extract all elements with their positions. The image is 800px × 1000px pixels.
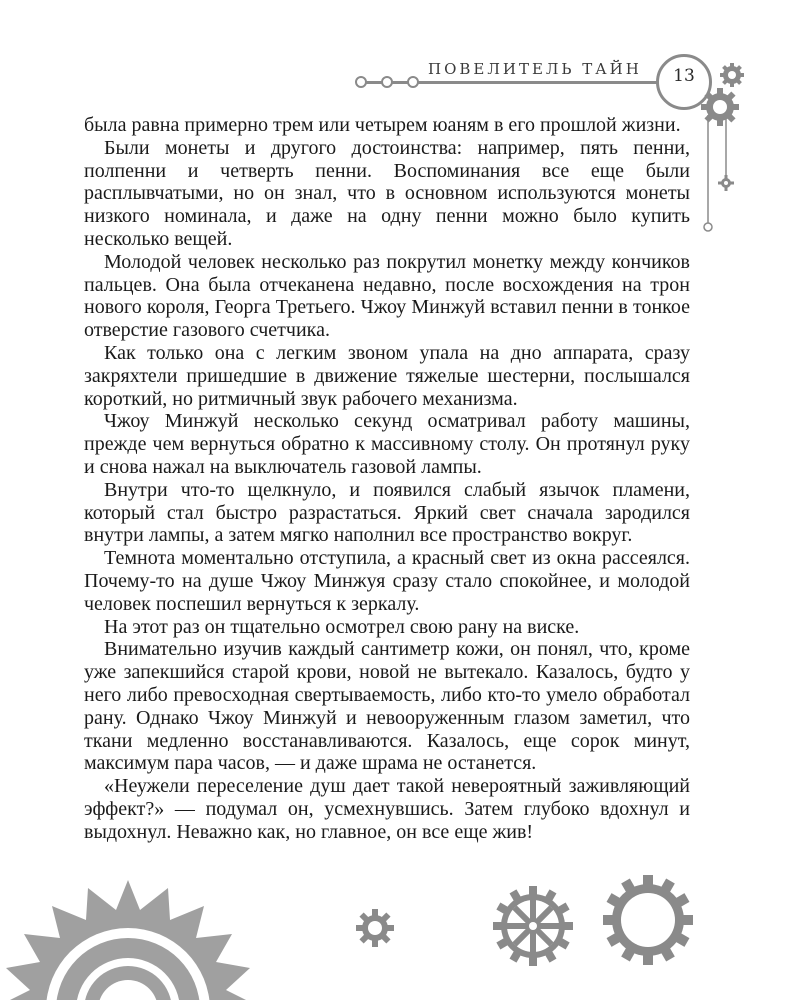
header-bead (407, 76, 419, 88)
gear-icon (490, 883, 576, 969)
gear-icon (720, 63, 744, 87)
paragraph: Были монеты и другого достоинства: например, пять пенни, полпенни и четверть пенни. Воспоминания все еще были расплывчатыми, но он знал, что в основном используются монеты низкого номинала, и даже на одну пенни можно было купить несколько вещей. (84, 136, 690, 250)
gear-icon (600, 872, 696, 968)
book-title: ПОВЕЛИТЕЛЬ ТАЙН (428, 60, 642, 78)
paragraph: На этот раз он тщательно осмотрел свою рану на виске. (104, 615, 580, 638)
page-number: 13 (673, 66, 695, 86)
paragraph: Чжоу Минжуй несколько секунд осматривал работу машины, прежде чем вернуться обратно к массивному столу. Он протянул руку и снова нажал на выключатель газовой лампы. (84, 410, 690, 478)
gear-icon (352, 905, 398, 951)
paragraph: Молодой человек несколько раз покрутил монетку между кончиков пальцев. Она была отчеканена недавно, после восхождения на трон нового короля, Георга Третьего. Чжоу Минжуй вставил пенни в тонкое отверстие газового счетчика. (84, 250, 690, 342)
body-text (84, 114, 690, 844)
paragraph: была равна примерно трем или четырем юаням в его прошлой жизни. (84, 114, 681, 136)
gear-chain-ornament (690, 55, 750, 255)
gear-icon (718, 175, 734, 191)
paragraph: Как только она с легким звоном упала на дно аппарата, сразу закряхтели пришедшие в движение тяжелые шестерни, послышался короткий, но ритмичный звук рабочего механизма. (84, 341, 690, 410)
header-bead (355, 76, 367, 88)
sun-gear-icon (0, 875, 260, 1000)
paragraph: Темнота моментально отступила, а красный свет из окна рассеялся. Почему-то на душе Чжоу Минжуя сразу стало спокойнее, и молодой человек поспешил вернуться к зеркалу. (84, 547, 690, 615)
paragraph: «Неужели переселение душ дает такой невероятный заживляющий эффект?» — подумал он, усмехнувшись. Затем глубоко вдохнул и выдохнул. Неважно как, но главное, он все еще жив! (84, 775, 690, 843)
paragraph: Внутри что-то щелкнуло, и появился слабый язычок пламени, который стал быстро разрастаться. Яркий свет сначала зародился внутри лампы, а затем мягко наполнил все пространство вокруг. (84, 478, 690, 547)
gear-icon (701, 88, 739, 126)
paragraph: Внимательно изучив каждый сантиметр кожи, он понял, что, кроме уже запекшийся старой крови, новой не вытекало. Казалось, будто у него либо превосходная свертываемость, либо кто-то умело обработал рану. Однако Чжоу Минжуй и невооруженным глазом заметил, что ткани медленно восстанавливаются. Казалось, еще сорок минут, максимум пара часов, — и даже шрама не останется. (84, 638, 690, 775)
header-bead (381, 76, 393, 88)
